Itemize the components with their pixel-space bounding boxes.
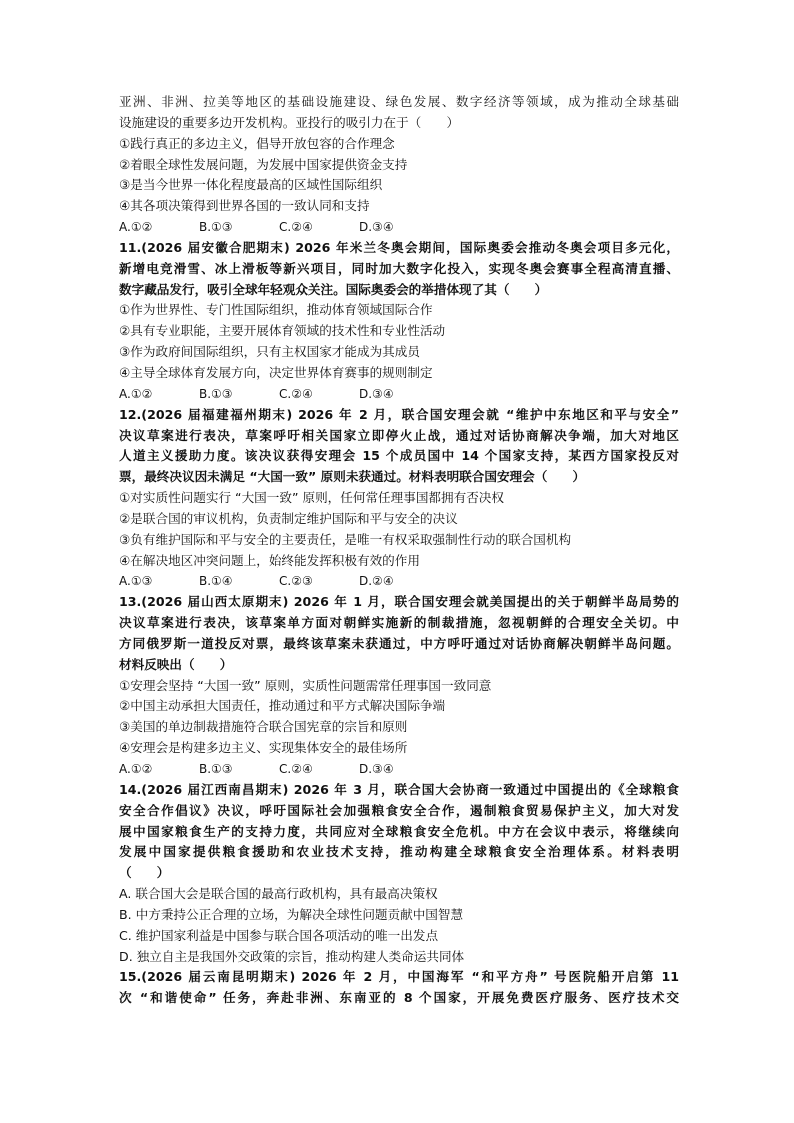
option-4: ④在解决地区冲突问题上，始终能发挥积极有效的作用 [119,552,420,568]
question-15 [119,967,679,1009]
option-4: ④安理会是构建多边主义、实现集体安全的最佳场所 [119,740,408,756]
option-2: ②着眼全球性发展问题，为发展中国家提供资金支持 [119,156,408,172]
choice-c: C.②④ [279,386,313,401]
choice-a: A.①③ [119,574,153,589]
choice-d: D.②④ [359,574,394,589]
question-stem: 方同俄罗斯一道投反对票，最终该草案未获通过，中方呼吁通过对话协商解决朝鲜半岛问题。 [119,635,679,651]
choice-b: B.①③ [199,220,233,235]
option-c: C. 维护国家利益是中国参与联合国各项活动的唯一出发点 [119,927,439,943]
option-2: ②具有专业职能，主要开展体育领域的技术性和专业性活动 [119,323,446,339]
option-3: ③美国的单边制裁措施符合联合国宪章的宗旨和原则 [119,719,408,735]
question-stem: 14.(2026 届江西南昌期末) 2026 年 3 月，联合国大会协商一致通过中国提出的《全球粮食 [119,781,679,797]
question-stem: 11.(2026 届安徽合肥期末) 2026 年米兰冬奥会期间，国际奥委会推动冬奥会项目多元化， [119,239,679,255]
choice-b: B.①③ [199,762,233,776]
option-3: ③负有维护国际和平与安全的主要责任，是唯一有权采取强制性行动的联合国机构 [119,531,572,547]
question-stem: 人道主义援助力度。该决议获得安理会 15 个成员国中 14 个国家支持，某西方国家投反对 [119,448,679,464]
choice-a: A.①② [119,220,153,235]
answer-choices [119,759,679,780]
option-1: ①对实质性问题实行 “大国一致” 原则，任何常任理事国都拥有否决权 [119,490,504,506]
option-1: ①安理会坚持 “大国一致” 原则，实质性问题需常任理事国一致同意 [119,677,492,693]
stem-line: 设施建设的重要多边开发机构。亚投行的吸引力在于（ ） [119,114,460,130]
question-stem: 展中国家粮食生产的支持力度，共同应对全球粮食安全危机。中方在会议中表示，将继续向 [119,823,679,839]
question-stem: 决议草案进行表决，该草案单方面对朝鲜实施新的制裁措施，忽视朝鲜的合理安全关切。中 [119,615,679,631]
question-stem: 次 “和谐使命” 任务，奔赴非洲、东南亚的 8 个国家，开展免费医疗服务、医疗技术交 [119,990,679,1006]
stem-line: 亚洲、非洲、拉美等地区的基础设施建设、绿色发展、数字经济等领域，成为推动全球基础 [119,94,679,109]
option-3: ③作为政府间国际组织，只有主权国家才能成为其成员 [119,344,420,360]
question-stem: 票，最终决议因未满足 “大国一致” 原则未获通过。材料表明联合国安理会（ ） [119,469,586,485]
option-a: A. 联合国大会是联合国的最高行政机构，具有最高决策权 [119,886,438,902]
document-page [119,92,679,1009]
question-12 [119,405,679,593]
question-stem: 安全合作倡议》决议，呼吁国际社会加强粮食安全合作，遏制粮食贸易保护主义，加大对发 [119,802,679,818]
option-4: ④主导全球体育发展方向，决定世界体育赛事的规则制定 [119,364,433,380]
option-1: ①作为世界性、专门性国际组织，推动体育领域国际合作 [119,302,433,318]
question-stem: 决议草案进行表决，草案呼吁相关国家立即停火止战，通过对话协商解决争端，加大对地区 [119,427,679,443]
question-stem: 12.(2026 届福建福州期末) 2026 年 2 月，联合国安理会就 “维护中东地区和平与安全” [119,406,679,422]
choice-a: A.①② [119,386,153,401]
question-stem: 15.(2026 届云南昆明期末) 2026 年 2 月，中国海军 “和平方舟” 号医院船开启第 11 [119,969,679,985]
option-d: D. 独立自主是我国外交政策的宗旨，推动构建人类命运共同体 [119,948,465,964]
question-stem: 发展中国家提供粮食援助和农业技术支持，推动构建全球粮食安全治理体系。材料表明 [119,844,679,860]
question-11 [119,238,679,405]
question-13 [119,592,679,780]
question-stem: 新增电竞滑雪、冰上滑板等新兴项目，同时加大数字化投入，实现冬奥会赛事全程高清直播、 [119,260,679,276]
choice-c: C.②④ [279,220,313,235]
option-b: B. 中方秉持公正合理的立场，为解决全球性问题贡献中国智慧 [119,906,464,922]
answer-choices [119,217,679,238]
answer-choices [119,384,679,405]
choice-b: B.①③ [199,386,233,401]
question-stem: 材料反映出（ ） [119,656,233,672]
question-10-continued [119,92,679,238]
option-3: ③是当今世界一体化程度最高的区域性国际组织 [119,177,383,193]
choice-c: C.②③ [279,574,313,589]
choice-d: D.③④ [359,762,394,776]
choice-d: D.③④ [359,386,394,401]
option-2: ②中国主动承担大国责任，推动通过和平方式解决国际争端 [119,698,446,714]
option-2: ②是联合国的审议机构，负责制定维护国际和平与安全的决议 [119,510,458,526]
option-1: ①践行真正的多边主义，倡导开放包容的合作理念 [119,135,395,151]
answer-choices [119,571,679,592]
question-stem: （ ） [119,865,170,881]
choice-c: C.②④ [279,762,313,776]
question-14 [119,780,679,968]
option-4: ④其各项决策得到世界各国的一致认同和支持 [119,198,370,214]
choice-a: A.①② [119,762,153,776]
question-stem: 13.(2026 届山西太原期末) 2026 年 1 月，联合国安理会就美国提出的关于朝鲜半岛局势的 [119,594,679,610]
question-stem: 数字藏品发行，吸引全球年轻观众关注。国际奥委会的举措体现了其（ ） [119,281,548,297]
choice-b: B.①④ [199,574,233,589]
choice-d: D.③④ [359,220,394,235]
